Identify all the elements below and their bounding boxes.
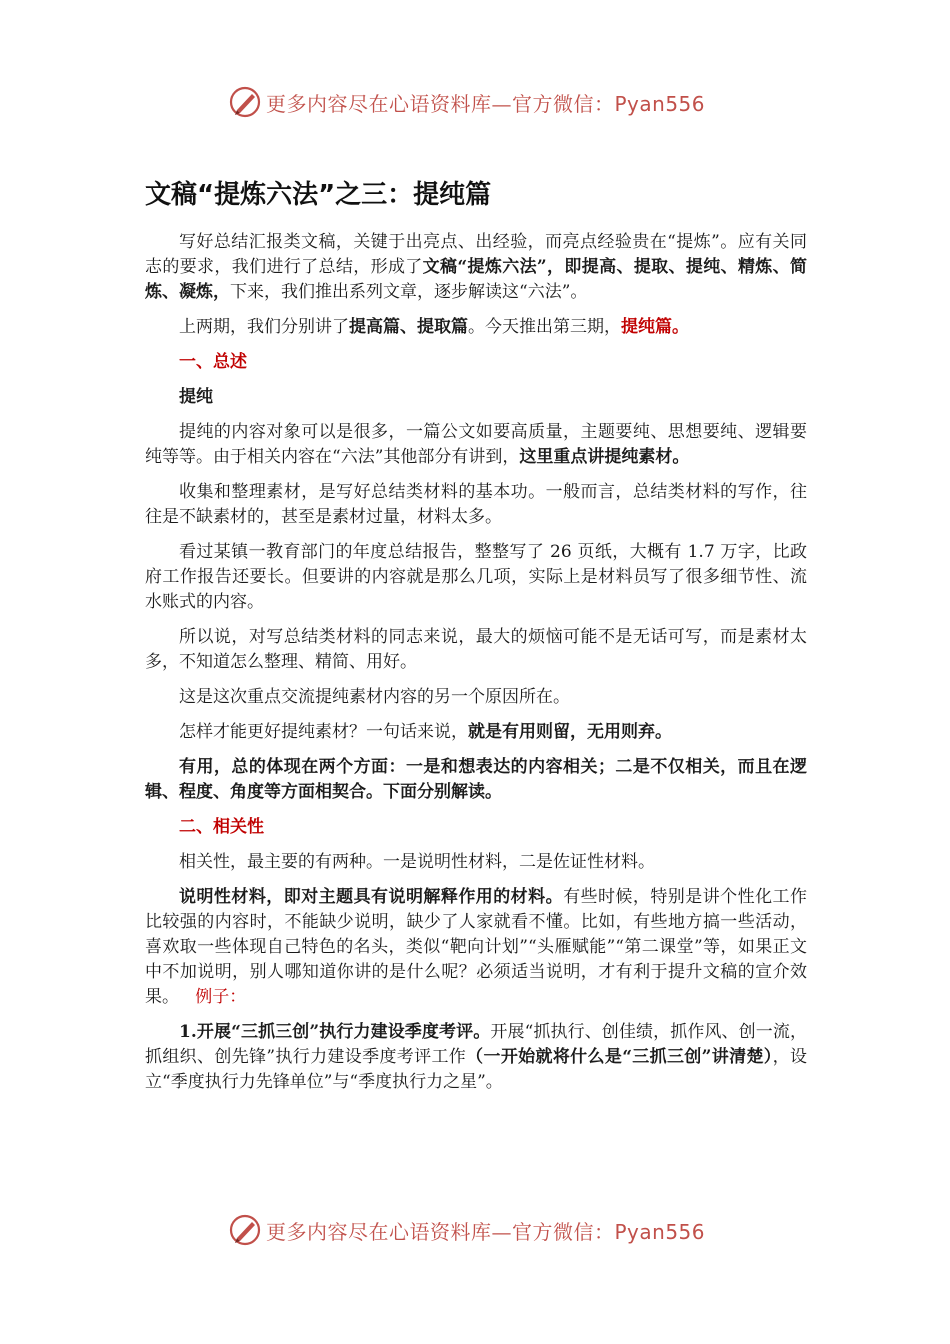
example-label: 例子： — [195, 987, 247, 1007]
document-title: 文稿“提炼六法”之三：提纯篇 — [145, 180, 492, 210]
paragraph-previous-issues: 上两期，我们分别讲了提高篇、提取篇。今天推出第三期，提纯篇。 — [179, 317, 689, 337]
paragraph-worry: 所以说，对写总结类材料的同志来说，最大的烦恼可能不是无话可写，而是素材太多，不知道怎么整理、精简、用好。 — [145, 627, 807, 672]
document-body — [145, 230, 807, 1105]
pen-logo-icon — [228, 1213, 262, 1247]
banner-text: 更多内容尽在心语资料库—官方微信：Pyan556 — [266, 91, 706, 116]
paragraph-reason: 这是这次重点交流提纯素材内容的另一个原因所在。 — [179, 687, 570, 707]
banner-wechat-id: Pyan556 — [614, 1219, 706, 1244]
paragraph-purify-scope: 提纯的内容对象可以是很多，一篇公文如要高质量，主题要纯、思想要纯、逻辑要纯等等。由于相关内容在“六法”其他部分有讲到，这里重点讲提纯素材。 — [145, 422, 807, 467]
footer-banner — [228, 1210, 705, 1250]
banner-wechat-id: Pyan556 — [614, 91, 706, 116]
pen-logo-icon — [228, 85, 262, 119]
paragraph-explanatory-material: 说明性材料，即对主题具有说明解释作用的材料。有些时候，特别是讲个性化工作比较强的内容时，不能缺少说明，缺少了人家就看不懂。比如，有些地方搞一些活动，喜欢取一些体现自己特色的名头，类似“靶向计划”“头雁赋能”“第二课堂”等，如果正文中不加说明，别人哪知道你讲的是什么呢？必须适当说明，才有利于提升文稿的宣介效果。 例子： — [145, 887, 808, 1007]
banner-text: 更多内容尽在心语资料库—官方微信：Pyan556 — [266, 1219, 706, 1244]
paragraph-useful-criteria: 有用，总的体现在两个方面：一是和想表达的内容相关；二是不仅相关，而且在逻辑、程度、角度等方面相契合。下面分别解读。 — [145, 757, 807, 802]
header-banner — [228, 82, 705, 122]
paragraph-example-1: 1.开展“三抓三创”执行力建设季度考评。开展“抓执行、创佳绩，抓作风、创一流，抓组织、创先锋”执行力建设季度考评工作（一开始就将什么是“三抓三创”讲清楚），设立“季度执行力先锋单位”与“季度执行力之星”。 — [145, 1022, 807, 1092]
section-heading-relevance: 二、相关性 — [179, 817, 264, 837]
paragraph-collect-materials: 收集和整理素材，是写好总结类材料的基本功。一般而言，总结类材料的写作，往往是不缺素材的，甚至是素材过量，材料太多。 — [145, 482, 807, 527]
paragraph-how-to: 怎样才能更好提纯素材？一句话来说，就是有用则留，无用则弃。 — [179, 722, 672, 742]
paragraph-relevance-types: 相关性，最主要的有两种。一是说明性材料，二是佐证性材料。 — [179, 852, 655, 872]
paragraph-example-report: 看过某镇一教育部门的年度总结报告，整整写了 26 页纸，大概有 1.7 万字，比政府工作报告还要长。但要讲的内容就是那么几项，实际上是材料员写了很多细节性、流水账式的内容。 — [145, 542, 807, 612]
paragraph-intro: 写好总结汇报类文稿，关键于出亮点、出经验，而亮点经验贵在“提炼”。应有关同志的要求，我们进行了总结，形成了文稿“提炼六法”，即提高、提取、提纯、精炼、简炼、凝炼，下来，我们推出系列文章，逐步解读这“六法”。 — [145, 232, 808, 302]
subheading-purify: 提纯 — [179, 387, 213, 407]
section-heading-overview: 一、总述 — [179, 352, 247, 372]
